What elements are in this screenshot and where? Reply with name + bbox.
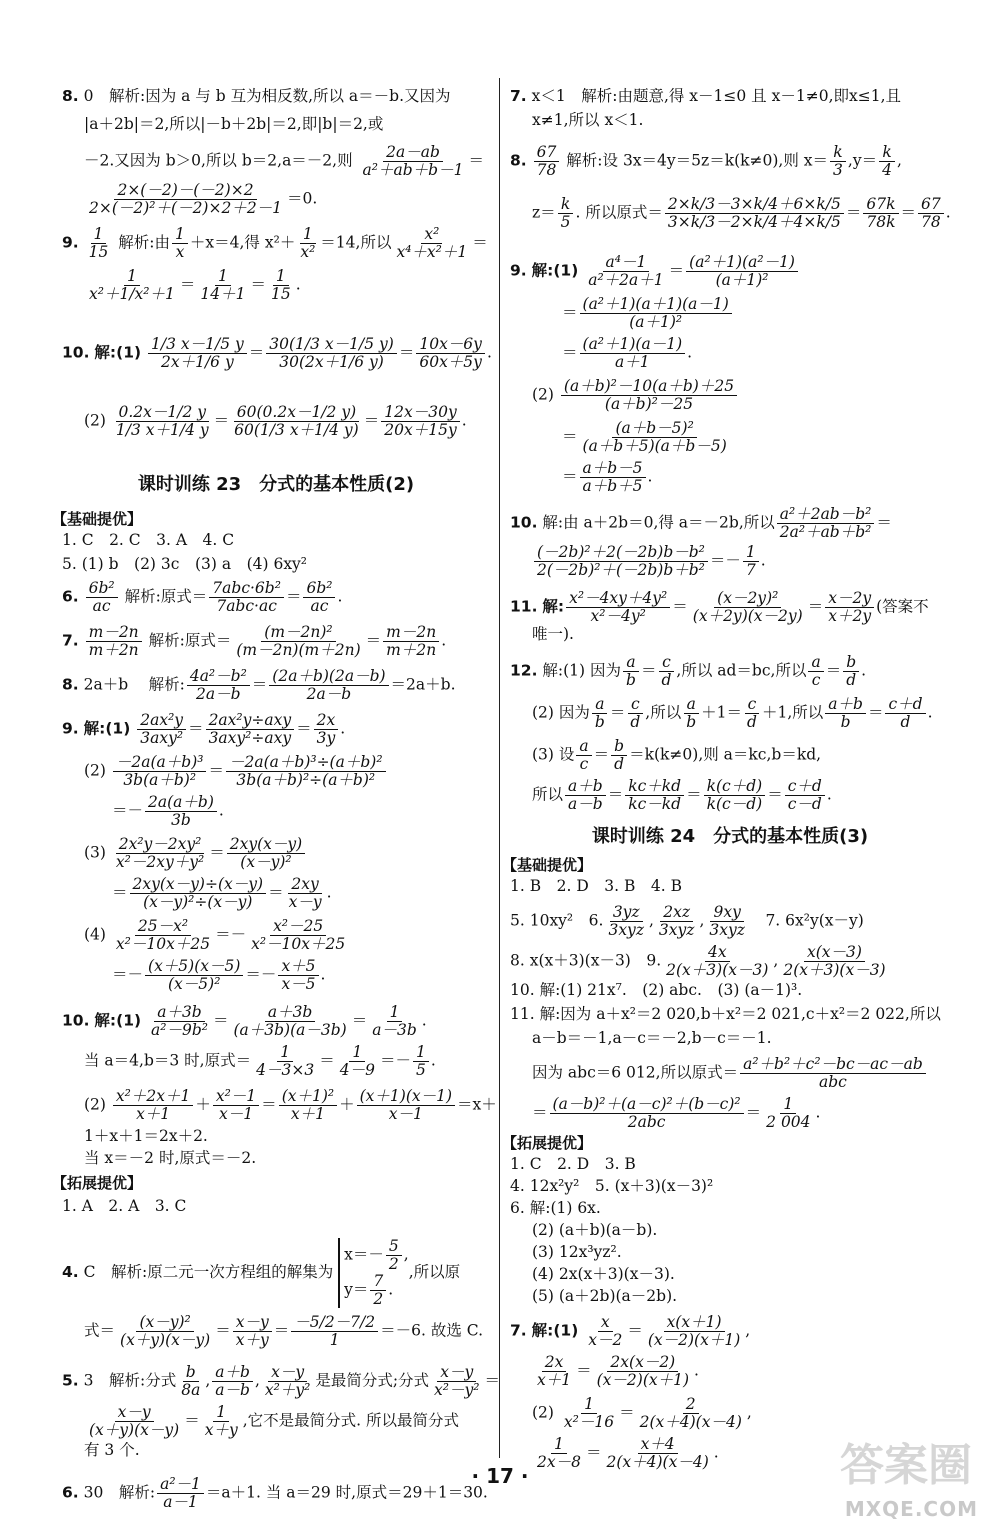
left-ext-5c: 有 3 个. bbox=[84, 1441, 140, 1459]
right-ext-6-5: (5) (a＋2b)(a－2b). bbox=[532, 1287, 678, 1305]
left-q9b-2b: ＝－ $\frac{2a(a+b)}{3b}$ . bbox=[112, 793, 224, 829]
left-q10-line1: 10. 解:(1) $\frac{1/3 x-1/5 y}{2x+1/6 y}$ ＝ $\frac{30(1/3 x-1/5 y)}{30(2x+1/6 y)}$ ＝ $\frac{10x-6y}{60x+5y}$ . bbox=[62, 335, 492, 371]
watermark bbox=[803, 1431, 978, 1521]
left-q10b-1: 10. 解:(1) $\frac{a+3b}{\text{a²－9b²}}$ ＝ $\frac{a+3b}{(a+3b)(a-3b)}$ ＝ $\frac{1}{a-3b}$ . bbox=[62, 1003, 427, 1039]
page-number: · 17 · bbox=[471, 1464, 529, 1488]
left-q7: 7. $\frac{m-2n}{m+2n}$ 解析:原式＝ $\frac{\text{(m－2n)²}}{(m-2n)(m+2n)}$ ＝ $\frac{m-2n}{m+2n}$ . bbox=[62, 623, 447, 659]
right-answers-1-4: 1. B 2. D 3. B 4. B bbox=[510, 877, 682, 895]
left-answers-1-4: 1. C 2. C 3. A 4. C bbox=[62, 531, 235, 549]
left-q10-line2: (2) $\frac{0.2x-1/2 y}{1/3 x+1/4 y}$ ＝ $\frac{60(0.2x-1/2 y)}{60(1/3 x+1/4 y)}$ ＝ $\frac{12x-30y}{20x+15y}$ . bbox=[84, 403, 467, 439]
left-q10b-5: 当 x＝－2 时,原式＝－2. bbox=[84, 1149, 257, 1167]
right-ext-7-3: (2) $\frac{1}{\text{x²－16}}$ ＝ $\frac{2}{2(x+4)(x-4)}$ , bbox=[532, 1395, 752, 1431]
right-section-extension: 【拓展提优】 bbox=[502, 1134, 593, 1152]
left-q9b-1: 9. 解:(1) $\frac{\text{2ax²y}}{\text{3axy²}}$ ＝ $\frac{\text{2ax²y÷axy}}{\text{3axy²÷axy}}$ ＝ $\frac{2x}{3y}$ . bbox=[62, 711, 346, 747]
right-ext-1-3: 1. C 2. D 3. B bbox=[510, 1155, 636, 1173]
right-q9-5: ＝ $\frac{\text{(a＋b－5)²}}{(a+b+5)(a+b-5)}$ bbox=[562, 419, 727, 455]
left-q9-line2: $\frac{1}{\text{x²＋1/x²＋1}}$ ＝ $\frac{1}{14+1}$ ＝ $\frac{1}{15}$ . bbox=[89, 267, 301, 303]
left-q9b-2: (2) $\frac{\text{－2a(a＋b)³}}{\text{3b(a＋b)²}}$ ＝ $\frac{\text{－2a(a＋b)³÷(a＋b)²}}{\text{3b(a＋b)²÷(a＋b)²}}$ bbox=[84, 754, 388, 789]
right-q8: 8. $\frac{67}{78}$ 解析:设 3x＝4y＝5z＝k(k≠0),则 x＝ $\frac{k}{3}$ ,y＝ $\frac{k}{4}$ , bbox=[510, 143, 902, 179]
right-q11-line2: a－b＝－1,a－c＝－2,b－c＝－1. bbox=[532, 1029, 772, 1047]
column-divider bbox=[499, 78, 500, 1458]
left-q8-line2: |a＋2b|＝2,所以|－b＋2b|＝2,即|b|＝2,或 bbox=[84, 115, 384, 133]
right-ext-7-4: $\frac{1}{2x-8}$ ＝ $\frac{x+4}{2(x+4)(x-4)}$ . bbox=[537, 1435, 719, 1471]
right-ext-4-5: 4. 12x²y² 5. (x＋3)(x－3)² bbox=[510, 1177, 714, 1195]
left-q9b-3: (3) $\frac{\text{2x²y－2xy²}}{\text{x²－2xy＋y²}}$ ＝ $\frac{2xy(x-y)}{\text{(x－y)²}}$ bbox=[84, 836, 307, 871]
left-ext-1-3: 1. A 2. A 3. C bbox=[62, 1197, 187, 1215]
left-ext-5: 5. 3 解析:分式 $\frac{b}{8a}$ , $\frac{a+b}{a-b}$ , $\frac{x-y}{\text{x²＋y²}}$ 是最简分式;分式 $\frac{x-y}{\text{x²－y²}}$ ＝ bbox=[62, 1363, 500, 1399]
right-section-basic: 【基础提优】 bbox=[502, 856, 593, 874]
left-section-basic: 【基础提优】 bbox=[52, 510, 143, 528]
left-q8-line1: 8. 0 解析:因为 a 与 b 互为相反数,所以 a＝－b.又因为 bbox=[62, 87, 451, 105]
right-q10: 10. 解:由 a＋2b＝0,得 a＝－2b,所以 $\frac{\text{a²＋2ab－b²}}{\text{2a²＋ab＋b²}}$ ＝ bbox=[510, 505, 892, 541]
right-q10b: $\frac{\text{(－2b)²＋2(－2b)b－b²}}{\text{2(－2b)²＋(－2b)b＋b²}}$ ＝－ $\frac{1}{7}$ . bbox=[532, 544, 766, 579]
watermark-url: MXQE.COM bbox=[844, 1497, 978, 1521]
left-q9b-4b: ＝－ $\frac{(x+5)(x-5)}{\text{(x－5)²}}$ ＝－ $\frac{x+5}{x-5}$ . bbox=[112, 957, 326, 993]
right-q11-line1: 11. 解:因为 a＋x²＝2 020,b＋x²＝2 021,c＋x²＝2 022,所以 bbox=[510, 1005, 941, 1023]
left-ext-4b: 式＝ $\frac{\text{(x－y)²}}{(x+y)(x-y)}$ ＝ $\frac{x-y}{x+y}$ ＝ $\frac{-5/2-7/2}{1}$ ＝－6. 故选 C. bbox=[84, 1313, 484, 1349]
left-q8-line3: －2.又因为 b＞0,所以 b＝2,a＝－2,则 $\frac{2a-ab}{\text{a²＋ab＋b－1}}$ ＝ bbox=[84, 143, 484, 179]
left-answers-5: 5. (1) b (2) 3c (3) a (4) 6xy² bbox=[62, 555, 308, 573]
left-ext-5b: $\frac{x-y}{(x+y)(x-y)}$ ＝ $\frac{1}{x+y}$ ,它不是最简分式. 所以最简分式 bbox=[89, 1403, 459, 1439]
left-q9-line1: 9. $\frac{1}{15}$ 解析:由 $\frac{1}{x}$ ＋x＝4,得 x²＋ $\frac{1}{\text{x²}}$ ＝14,所以 $\frac{\text{x²}}{\text{x⁴＋x²＋1}}$ ＝ bbox=[62, 225, 488, 261]
left-q10b-2: 当 a＝4,b＝3 时,原式＝ $\frac{1}{4-3\times 3}$ ＝ $\frac{1}{4-9}$ ＝－ $\frac{1}{5}$ . bbox=[84, 1043, 436, 1079]
right-q12-2: (2) 因为 $\frac{a}{b}$ ＝ $\frac{c}{d}$ ,所以 $\frac{a}{b}$ ＋1＝ $\frac{c}{d}$ ＋1,所以 $\frac{a+b}{b}$ ＝ $\frac{c+d}{d}$ . bbox=[532, 695, 933, 731]
left-q9b-4: (4) $\frac{\text{25－x²}}{\text{x²－10x＋25}}$ ＝－ $\frac{\text{x²－25}}{\text{x²－10x＋25}}$ bbox=[84, 917, 346, 953]
right-q9-4: (2) $\frac{\text{(a＋b)²－10(a＋b)＋25}}{\text{(a＋b)²－25}}$ bbox=[532, 378, 739, 413]
right-q9-3: ＝ $\frac{\text{(a²＋1)(a－1)}}{a+1}$ . bbox=[562, 335, 693, 371]
watermark-logo: 答案圈 bbox=[840, 1440, 972, 1491]
right-q11b: 唯一). bbox=[532, 625, 574, 643]
right-q8b: z＝ $\frac{k}{5}$ . 所以原式＝ $\frac{2\times k/3-3\times k/4+6\times k/5}{3\times k/3-2\times k/4+4\times k/5}$ ＝ $\frac{67k}{78k}$ ＝ $\frac{67}{78}$ . bbox=[532, 195, 951, 231]
right-ext-6-3: (3) 12x³yz². bbox=[532, 1243, 622, 1261]
right-answers-8-9: 8. x(x＋3)(x－3) 9. $\frac{4x}{2(x+3)(x-3)}$ , $\frac{x(x-3)}{2(x+3)(x-3)}$ bbox=[510, 943, 886, 979]
right-answer-10: 10. 解:(1) 21x⁷. (2) abc. (3) (a－1)³. bbox=[510, 981, 803, 999]
right-q11: 11. 解: $\frac{\text{x²－4xy＋4y²}}{\text{x²－4y²}}$ ＝ $\frac{\text{(x－2y)²}}{(x+2y)(x-2y)}$ ＝ $\frac{x-2y}{x+2y}$ (答案不 bbox=[510, 589, 929, 625]
right-q11-line4: ＝ $\frac{\text{(a－b)²＋(a－c)²＋(b－c)²}}{\text{2abc}}$ ＝ $\frac{1}{2 004}$ . bbox=[532, 1095, 821, 1131]
right-answers-5-7: 5. 10xy² 6. $\frac{3yz}{\text{3xyz}}$ , $\frac{2xz}{\text{3xyz}}$ , $\frac{9xy}{\text{3xyz}}$ 7. 6x²y(x－y) bbox=[510, 903, 864, 939]
right-ext-7-1: 7. 解:(1) $\frac{x}{x-2}$ ＝ $\frac{x(x+1)}{(x-2)(x+1)}$ , bbox=[510, 1313, 751, 1349]
right-q11-line3: 因为 abc＝6 012,所以原式＝ $\frac{\text{a²＋b²＋c²－bc－ac－ab}}{\text{abc}}$ bbox=[532, 1056, 928, 1091]
right-q7b: x≠1,所以 x＜1. bbox=[532, 111, 644, 129]
left-q9b-3b: ＝ $\frac{2xy(x-y)\div(x-y)}{\text{(x－y)²÷(x－y)}}$ ＝ $\frac{2xy}{x-y}$ . bbox=[112, 875, 332, 911]
left-section-extension: 【拓展提优】 bbox=[52, 1174, 143, 1192]
left-q8-line4: $\frac{2\times(-2)-(-2)\times 2}{\text{2×(－2)²＋(－2)×2＋2－1}}$ ＝0. bbox=[89, 181, 318, 217]
right-q12-4: 所以 $\frac{a+b}{a-b}$ ＝ $\frac{kc+kd}{kc-kd}$ ＝ $\frac{k(c+d)}{k(c-d)}$ ＝ $\frac{c+d}{c-d}$ . bbox=[532, 777, 832, 813]
left-ext-6: 6. 30 解析: $\frac{\text{a²－1}}{a-1}$ ＝a＋1. 当 a＝29 时,原式＝29＋1＝30. bbox=[62, 1475, 488, 1511]
right-ext-6-2: (2) (a＋b)(a－b). bbox=[532, 1221, 658, 1239]
left-q6: 6. $\frac{\text{6b²}}{ac}$ 解析:原式＝ $\frac{\text{7abc·6b²}}{\text{7abc·ac}}$ ＝ $\frac{\text{6b²}}{ac}$ . bbox=[62, 579, 343, 615]
left-q10b-4: 1＋x＋1＝2x＋2. bbox=[84, 1127, 208, 1145]
lesson-24-title: 课时训练 24 分式的基本性质(3) bbox=[591, 826, 869, 847]
right-ext-6-4: (4) 2x(x＋3)(x－3). bbox=[532, 1265, 675, 1283]
right-ext-7-2: $\frac{2x}{x+1}$ ＝ $\frac{2x(x-2)}{(x-2)(x+1)}$ . bbox=[537, 1353, 699, 1389]
right-q9-2: ＝ $\frac{\text{(a²＋1)(a＋1)(a－1)}}{\text{(a＋1)²}}$ bbox=[562, 296, 734, 331]
right-q9-1: 9. 解:(1) $\frac{\text{a⁴－1}}{\text{a²＋2a＋1}}$ ＝ $\frac{\text{(a²＋1)(a²－1)}}{\text{(a＋1)²}}$ bbox=[510, 254, 800, 289]
right-ext-6-1: 6. 解:(1) 6x. bbox=[510, 1199, 601, 1217]
right-q12-3: (3) 设 $\frac{a}{c}$ ＝ $\frac{b}{d}$ ＝k(k≠0),则 a＝kc,b＝kd, bbox=[532, 737, 822, 773]
right-q12-1: 12. 解:(1) 因为 $\frac{a}{b}$ ＝ $\frac{c}{d}$ ,所以 ad＝bc,所以 $\frac{a}{c}$ ＝ $\frac{b}{d}$ . bbox=[510, 653, 867, 689]
right-q7: 7. x＜1 解析:由题意,得 x－1≤0 且 x－1≠0,即x≤1,且 bbox=[510, 87, 902, 105]
right-q9-6: ＝ $\frac{a+b-5}{a+b+5}$ . bbox=[562, 459, 653, 495]
left-q8b: 8. 2a＋b 解析: $\frac{\text{4a²－b²}}{2a-b}$ ＝ $\frac{(2a+b)(2a-b)}{2a-b}$ ＝2a＋b. bbox=[62, 667, 456, 703]
lesson-23-title: 课时训练 23 分式的基本性质(2) bbox=[137, 474, 415, 495]
left-q10b-3: (2) $\frac{\text{x²＋2x＋1}}{x+1}$ ＋ $\frac{\text{x²－1}}{x-1}$ ＝ $\frac{\text{(x＋1)²}}{x+1}$ ＋ $\frac{(x+1)(x-1)}{x-1}$ ＝x＋ bbox=[84, 1087, 497, 1123]
left-ext-4: 4. C 解析:原二元一次方程组的解集为 x＝－ $\frac{5}{2}$ , y＝ $\frac{7}{2}$ . ,所以原 bbox=[62, 1237, 461, 1308]
